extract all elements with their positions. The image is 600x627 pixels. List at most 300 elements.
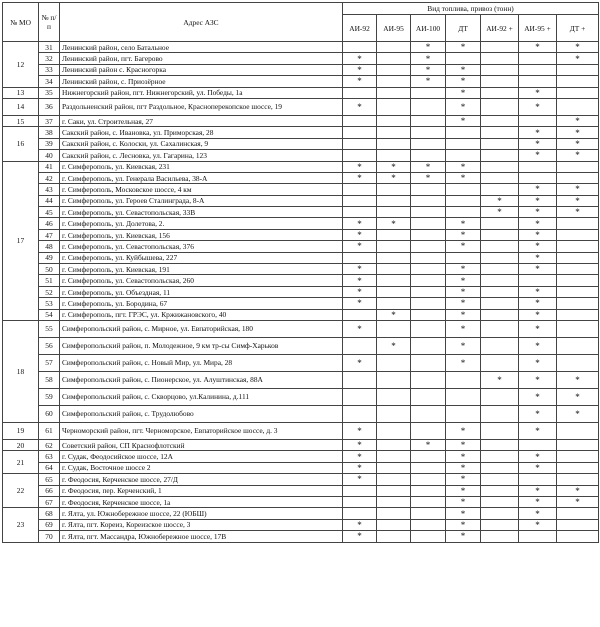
fuel-mark-cell — [481, 241, 519, 252]
fuel-mark-cell — [446, 388, 481, 405]
fuel-mark-cell: * — [519, 309, 557, 320]
fuel-mark-cell — [411, 309, 446, 320]
fuel-mark-cell: * — [519, 207, 557, 218]
fuel-mark-cell — [377, 371, 411, 388]
fuel-mark-cell — [343, 485, 377, 496]
address-cell: Черноморский район, пгт. Черноморское, Евпаторийское шоссе, д. 3 — [60, 422, 343, 439]
fuel-mark-cell: * — [519, 485, 557, 496]
fuel-mark-cell — [519, 64, 557, 75]
fuel-mark-cell — [377, 229, 411, 240]
fuel-mark-cell: * — [377, 161, 411, 172]
table-row — [3, 127, 599, 138]
fuel-mark-cell — [377, 64, 411, 75]
fuel-mark-cell: * — [343, 519, 377, 530]
fuel-mark-cell — [446, 53, 481, 64]
fuel-mark-cell — [377, 115, 411, 126]
table-row — [3, 76, 599, 87]
fuel-mark-cell — [411, 229, 446, 240]
row-number-cell: 56 — [39, 337, 60, 354]
fuel-mark-cell — [377, 508, 411, 519]
address-cell: г. Симферополь, ул. Куйбышева, 227 — [60, 252, 343, 263]
fuel-mark-cell — [343, 405, 377, 422]
fuel-mark-cell: * — [411, 439, 446, 450]
address-cell: г. Симферополь, ул. Долетова, 2. — [60, 218, 343, 229]
fuel-mark-cell: * — [446, 485, 481, 496]
fuel-mark-cell: * — [446, 422, 481, 439]
fuel-mark-cell: * — [446, 320, 481, 337]
fuel-mark-cell: * — [519, 451, 557, 462]
fuel-mark-cell — [377, 474, 411, 485]
fuel-mark-cell: * — [446, 508, 481, 519]
fuel-mark-cell: * — [446, 474, 481, 485]
fuel-mark-cell — [446, 252, 481, 263]
fuel-mark-cell — [343, 496, 377, 507]
address-cell: г. Судак, Восточное шоссе 2 — [60, 462, 343, 473]
fuel-mark-cell — [481, 309, 519, 320]
fuel-mark-cell — [557, 218, 599, 229]
table-row — [3, 508, 599, 519]
row-number-cell: 58 — [39, 371, 60, 388]
address-cell: Ленинский район, с. Приозёрное — [60, 76, 343, 87]
table-row — [3, 275, 599, 286]
address-cell: г. Симферополь, ул. Генерала Васильева, 38-А — [60, 172, 343, 183]
address-cell: г. Феодосия, пер. Керченский, 1 — [60, 485, 343, 496]
row-number-cell: 69 — [39, 519, 60, 530]
fuel-mark-cell — [377, 98, 411, 115]
fuel-mark-cell — [411, 184, 446, 195]
fuel-mark-cell — [343, 150, 377, 161]
fuel-mark-cell — [557, 519, 599, 530]
row-number-cell: 66 — [39, 485, 60, 496]
fuel-mark-cell — [377, 127, 411, 138]
table-row — [3, 42, 599, 53]
fuel-mark-cell — [411, 451, 446, 462]
fuel-mark-cell — [519, 439, 557, 450]
fuel-mark-cell — [343, 337, 377, 354]
address-cell: г. Судак, Феодосийское шоссе, 12А — [60, 451, 343, 462]
table-row — [3, 138, 599, 149]
row-number-cell: 61 — [39, 422, 60, 439]
fuel-mark-cell — [481, 451, 519, 462]
address-cell: г. Ялта, ул. Южнобережное шоссе, 22 (ЮБШ) — [60, 508, 343, 519]
address-cell: г. Симферополь, ул. Героев Сталинграда, 8-А — [60, 195, 343, 206]
table-row — [3, 87, 599, 98]
fuel-mark-cell — [411, 150, 446, 161]
row-number-cell: 41 — [39, 161, 60, 172]
row-number-cell: 59 — [39, 388, 60, 405]
fuel-mark-cell — [481, 474, 519, 485]
fuel-mark-cell — [377, 264, 411, 275]
row-number-cell: 68 — [39, 508, 60, 519]
header-row-number: № п/п — [39, 3, 60, 42]
fuel-mark-cell — [411, 485, 446, 496]
fuel-mark-cell: * — [519, 388, 557, 405]
fuel-mark-cell: * — [446, 76, 481, 87]
fuel-mark-cell: * — [557, 207, 599, 218]
fuel-mark-cell — [377, 184, 411, 195]
row-number-cell: 54 — [39, 309, 60, 320]
address-cell: Раздольненский район, пгт Раздольное, Красноперекопское шоссе, 19 — [60, 98, 343, 115]
fuel-mark-cell — [481, 508, 519, 519]
row-number-cell: 57 — [39, 354, 60, 371]
fuel-mark-cell: * — [519, 371, 557, 388]
table-row — [3, 371, 599, 388]
fuel-mark-cell: * — [519, 405, 557, 422]
fuel-mark-cell: * — [446, 241, 481, 252]
fuel-mark-cell: * — [519, 264, 557, 275]
fuel-mark-cell — [481, 496, 519, 507]
mo-cell: 21 — [3, 451, 39, 474]
fuel-mark-cell — [377, 195, 411, 206]
fuel-mark-cell — [343, 115, 377, 126]
fuel-mark-cell — [411, 195, 446, 206]
fuel-mark-cell: * — [519, 519, 557, 530]
fuel-mark-cell — [377, 53, 411, 64]
row-number-cell: 36 — [39, 98, 60, 115]
address-cell: г. Симферополь, ул. Севастопольская, 260 — [60, 275, 343, 286]
fuel-mark-cell — [411, 138, 446, 149]
fuel-mark-cell — [481, 252, 519, 263]
fuel-mark-cell — [557, 508, 599, 519]
fuel-mark-cell — [519, 531, 557, 542]
fuel-mark-cell — [557, 161, 599, 172]
fuel-mark-cell: * — [446, 496, 481, 507]
row-number-cell: 49 — [39, 252, 60, 263]
address-cell: Симферопольский район, с. Трудолюбово — [60, 405, 343, 422]
fuel-mark-cell: * — [343, 462, 377, 473]
table-row — [3, 218, 599, 229]
fuel-mark-cell — [377, 252, 411, 263]
fuel-mark-cell: * — [519, 496, 557, 507]
fuel-mark-cell: * — [343, 474, 377, 485]
header-fuel-ai95-plus: АИ-95 + — [519, 15, 557, 42]
fuel-mark-cell — [481, 519, 519, 530]
fuel-mark-cell: * — [557, 195, 599, 206]
fuel-mark-cell — [481, 485, 519, 496]
fuel-mark-cell: * — [411, 53, 446, 64]
row-number-cell: 65 — [39, 474, 60, 485]
fuel-mark-cell — [519, 76, 557, 87]
address-cell: Советский район, СП Краснофлотский — [60, 439, 343, 450]
fuel-mark-cell — [481, 64, 519, 75]
fuel-mark-cell — [557, 474, 599, 485]
table-row — [3, 298, 599, 309]
fuel-mark-cell: * — [481, 371, 519, 388]
fuel-mark-cell — [411, 275, 446, 286]
fuel-mark-cell — [446, 184, 481, 195]
fuel-mark-cell: * — [481, 195, 519, 206]
fuel-mark-cell — [411, 87, 446, 98]
fuel-mark-cell: * — [446, 275, 481, 286]
row-number-cell: 46 — [39, 218, 60, 229]
fuel-mark-cell: * — [446, 98, 481, 115]
fuel-mark-cell — [377, 485, 411, 496]
fuel-mark-cell — [557, 354, 599, 371]
table-row — [3, 150, 599, 161]
fuel-mark-cell — [411, 286, 446, 297]
mo-cell: 18 — [3, 320, 39, 422]
fuel-mark-cell: * — [557, 138, 599, 149]
address-cell: Симферопольский район, с. Пионерское, ул. Алуштинская, 88А — [60, 371, 343, 388]
table-row — [3, 172, 599, 183]
fuel-mark-cell — [481, 150, 519, 161]
address-cell: г. Симферополь, ул. Киевская, 231 — [60, 161, 343, 172]
fuel-mark-cell: * — [446, 229, 481, 240]
fuel-mark-cell: * — [519, 241, 557, 252]
fuel-mark-cell — [481, 53, 519, 64]
fuel-mark-cell — [557, 87, 599, 98]
mo-cell: 14 — [3, 98, 39, 115]
fuel-mark-cell — [481, 161, 519, 172]
fuel-mark-cell — [377, 422, 411, 439]
fuel-mark-cell: * — [557, 405, 599, 422]
row-number-cell: 62 — [39, 439, 60, 450]
fuel-mark-cell — [481, 531, 519, 542]
fuel-mark-cell: * — [411, 42, 446, 53]
row-number-cell: 31 — [39, 42, 60, 53]
fuel-mark-cell — [446, 371, 481, 388]
row-number-cell: 64 — [39, 462, 60, 473]
fuel-mark-cell — [481, 388, 519, 405]
fuel-mark-cell — [481, 286, 519, 297]
fuel-mark-cell: * — [343, 229, 377, 240]
fuel-mark-cell — [411, 218, 446, 229]
table-row — [3, 64, 599, 75]
row-number-cell: 37 — [39, 115, 60, 126]
row-number-cell: 63 — [39, 451, 60, 462]
fuel-mark-cell — [519, 474, 557, 485]
address-cell: Сакский район, с. Лесновка, ул. Гагарина, 123 — [60, 150, 343, 161]
fuel-mark-cell — [481, 98, 519, 115]
fuel-mark-cell: * — [446, 519, 481, 530]
fuel-mark-cell — [481, 354, 519, 371]
fuel-mark-cell — [377, 320, 411, 337]
fuel-mark-cell: * — [446, 439, 481, 450]
fuel-mark-cell — [377, 519, 411, 530]
mo-cell: 23 — [3, 508, 39, 542]
fuel-mark-cell — [343, 138, 377, 149]
fuel-mark-cell: * — [519, 150, 557, 161]
fuel-mark-cell — [557, 298, 599, 309]
fuel-mark-cell: * — [519, 508, 557, 519]
row-number-cell: 50 — [39, 264, 60, 275]
fuel-mark-cell — [411, 354, 446, 371]
mo-cell: 15 — [3, 115, 39, 126]
fuel-mark-cell — [481, 42, 519, 53]
fuel-mark-cell: * — [446, 64, 481, 75]
address-cell: Ленинский район, пгт. Багерово — [60, 53, 343, 64]
fuel-mark-cell — [557, 422, 599, 439]
address-cell: Нижнегорский район, пгт. Нижнегорский, ул. Победы, 1а — [60, 87, 343, 98]
table-row — [3, 98, 599, 115]
fuel-mark-cell: * — [446, 264, 481, 275]
fuel-mark-cell: * — [446, 531, 481, 542]
row-number-cell: 33 — [39, 64, 60, 75]
fuel-mark-cell — [519, 275, 557, 286]
address-cell: г. Ялта, пгт. Массандра, Южнобережное шоссе, 17В — [60, 531, 343, 542]
fuel-mark-cell: * — [481, 207, 519, 218]
table-row — [3, 354, 599, 371]
fuel-mark-cell: * — [446, 218, 481, 229]
table-row — [3, 252, 599, 263]
fuel-mark-cell — [446, 405, 481, 422]
fuel-mark-cell: * — [519, 298, 557, 309]
table-row — [3, 309, 599, 320]
table-row — [3, 439, 599, 450]
header-fuel-dt-plus: ДТ + — [557, 15, 599, 42]
fuel-mark-cell: * — [411, 172, 446, 183]
fuel-mark-cell — [343, 309, 377, 320]
table-row — [3, 462, 599, 473]
fuel-mark-cell: * — [343, 53, 377, 64]
fuel-mark-cell — [377, 286, 411, 297]
fuel-mark-cell: * — [557, 127, 599, 138]
fuel-mark-cell — [446, 195, 481, 206]
header-fuel-ai92: АИ-92 — [343, 15, 377, 42]
fuel-mark-cell: * — [411, 161, 446, 172]
table-row — [3, 184, 599, 195]
table-row — [3, 53, 599, 64]
fuel-mark-cell — [411, 264, 446, 275]
fuel-mark-cell: * — [343, 241, 377, 252]
table-row — [3, 531, 599, 542]
fuel-mark-cell — [481, 320, 519, 337]
header-fuel-ai100: АИ-100 — [411, 15, 446, 42]
fuel-mark-cell — [481, 298, 519, 309]
fuel-mark-cell — [481, 422, 519, 439]
fuel-mark-cell — [411, 371, 446, 388]
fuel-mark-cell — [557, 264, 599, 275]
address-cell: г. Симферополь, Московское шоссе, 4 км — [60, 184, 343, 195]
fuel-mark-cell — [446, 150, 481, 161]
fuel-mark-cell: * — [446, 298, 481, 309]
fuel-mark-cell: * — [377, 172, 411, 183]
table-row — [3, 229, 599, 240]
fuel-mark-cell — [446, 127, 481, 138]
mo-cell: 20 — [3, 439, 39, 450]
row-number-cell: 44 — [39, 195, 60, 206]
fuel-mark-cell: * — [557, 485, 599, 496]
address-cell: г. Симферополь, ул. Киевская, 191 — [60, 264, 343, 275]
fuel-mark-cell: * — [446, 286, 481, 297]
fuel-mark-cell: * — [519, 229, 557, 240]
fuel-mark-cell — [411, 405, 446, 422]
mo-cell: 16 — [3, 127, 39, 161]
fuel-mark-cell — [557, 275, 599, 286]
fuel-mark-cell: * — [446, 42, 481, 53]
table-row — [3, 115, 599, 126]
mo-cell: 19 — [3, 422, 39, 439]
fuel-mark-cell — [481, 405, 519, 422]
fuel-mark-cell: * — [519, 462, 557, 473]
fuel-mark-cell: * — [343, 354, 377, 371]
address-cell: Ленинский район с. Красногорка — [60, 64, 343, 75]
fuel-mark-cell — [411, 422, 446, 439]
fuel-mark-cell: * — [446, 354, 481, 371]
fuel-mark-cell — [557, 229, 599, 240]
fuel-mark-cell — [557, 98, 599, 115]
address-cell: г. Симферополь, ул. Севастопольская, 33В — [60, 207, 343, 218]
row-number-cell: 39 — [39, 138, 60, 149]
fuel-mark-cell: * — [411, 76, 446, 87]
fuel-mark-cell — [411, 496, 446, 507]
fuel-mark-cell — [343, 388, 377, 405]
row-number-cell: 34 — [39, 76, 60, 87]
header-fuel-ai92-plus: АИ-92 + — [481, 15, 519, 42]
header-address: Адрес АЗС — [60, 3, 343, 42]
fuel-mark-cell: * — [557, 496, 599, 507]
mo-cell: 22 — [3, 474, 39, 508]
fuel-mark-cell — [481, 87, 519, 98]
address-cell: Сакский район, с. Колоски, ул. Сахалинская, 9 — [60, 138, 343, 149]
address-cell: г. Ялта, пгт. Кореиз, Кореизское шоссе, 3 — [60, 519, 343, 530]
fuel-mark-cell — [377, 138, 411, 149]
fuel-mark-cell: * — [411, 64, 446, 75]
fuel-mark-cell — [557, 531, 599, 542]
fuel-mark-cell: * — [519, 320, 557, 337]
fuel-mark-cell: * — [377, 337, 411, 354]
fuel-mark-cell: * — [519, 218, 557, 229]
fuel-mark-cell — [481, 462, 519, 473]
table-row — [3, 195, 599, 206]
row-number-cell: 43 — [39, 184, 60, 195]
fuel-mark-cell — [519, 172, 557, 183]
fuel-mark-cell: * — [557, 371, 599, 388]
fuel-mark-cell — [481, 229, 519, 240]
fuel-mark-cell — [411, 98, 446, 115]
fuel-mark-cell: * — [343, 275, 377, 286]
fuel-mark-cell: * — [343, 286, 377, 297]
fuel-mark-cell: * — [446, 161, 481, 172]
fuel-mark-cell — [557, 320, 599, 337]
fuel-mark-cell — [557, 241, 599, 252]
address-cell: г. Симферополь, ул. Объездная, 11 — [60, 286, 343, 297]
fuel-mark-cell — [557, 462, 599, 473]
header-fuel-ai95: АИ-95 — [377, 15, 411, 42]
fuel-mark-cell — [411, 127, 446, 138]
fuel-mark-cell — [481, 127, 519, 138]
table-row — [3, 320, 599, 337]
table-row — [3, 451, 599, 462]
table-row — [3, 161, 599, 172]
fuel-mark-cell — [411, 207, 446, 218]
fuel-mark-cell — [343, 207, 377, 218]
address-cell: г. Симферополь, пгт. ГРЭС, ул. Кржижановского, 40 — [60, 309, 343, 320]
address-cell: г. Симферополь, ул. Севастопольская, 376 — [60, 241, 343, 252]
fuel-mark-cell — [481, 218, 519, 229]
fuel-mark-cell: * — [519, 42, 557, 53]
fuel-mark-cell: * — [557, 388, 599, 405]
fuel-mark-cell: * — [343, 64, 377, 75]
fuel-mark-cell — [557, 309, 599, 320]
fuel-mark-cell — [411, 508, 446, 519]
fuel-mark-cell: * — [343, 439, 377, 450]
fuel-mark-cell: * — [343, 161, 377, 172]
table-row — [3, 422, 599, 439]
fuel-mark-cell: * — [377, 218, 411, 229]
row-number-cell: 48 — [39, 241, 60, 252]
fuel-mark-cell — [377, 150, 411, 161]
fuel-mark-cell: * — [519, 98, 557, 115]
fuel-mark-cell: * — [557, 42, 599, 53]
fuel-mark-cell: * — [446, 451, 481, 462]
fuel-mark-cell — [481, 337, 519, 354]
fuel-mark-cell — [411, 115, 446, 126]
fuel-mark-cell — [377, 354, 411, 371]
fuel-mark-cell — [377, 388, 411, 405]
fuel-mark-cell: * — [519, 422, 557, 439]
address-cell: г. Симферополь, ул. Киевская, 156 — [60, 229, 343, 240]
